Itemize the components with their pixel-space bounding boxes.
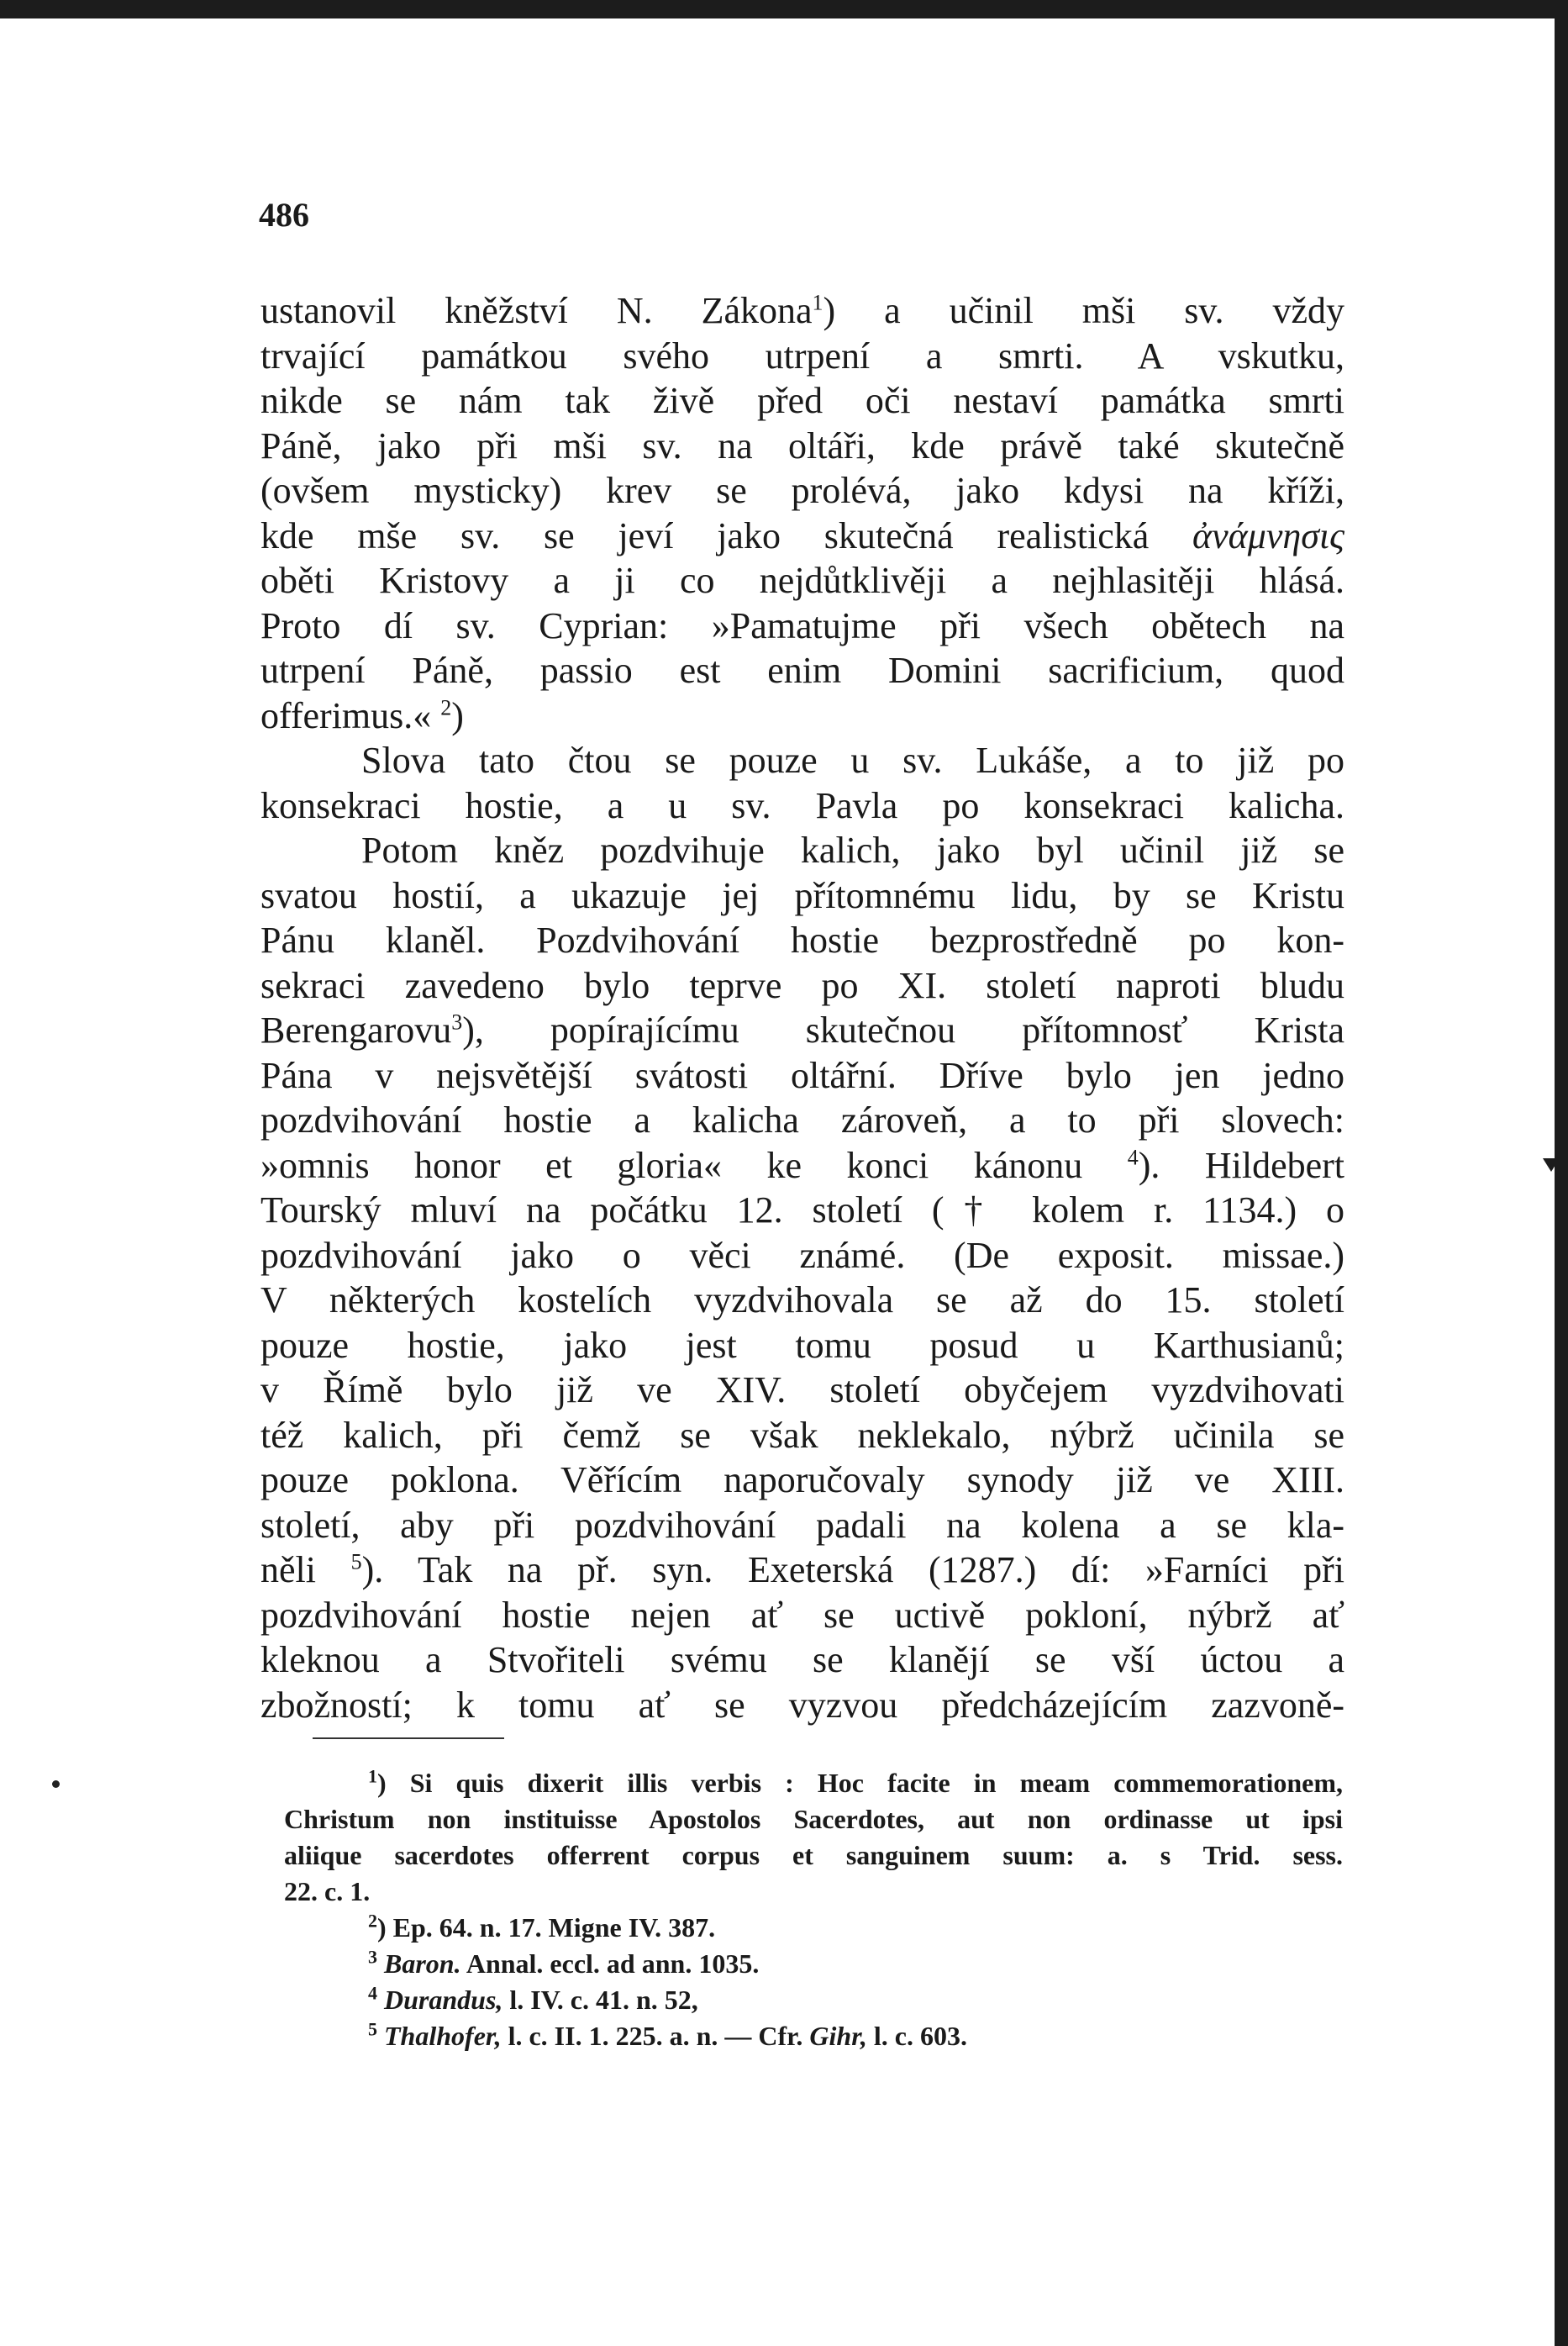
text-line: pouze poklona. Věřícím naporučovaly synody již ve XIII.	[260, 1459, 1344, 1500]
footnote-1-cont: Christum non instituisse Apostolos Sacerdotes, aut non ordinasse ut ipsi	[284, 1804, 1343, 1834]
footnote-ref[interactable]: 5	[350, 1549, 362, 1574]
text-line: Pánu klaněl. Pozdvihování hostie bezprostředně po kon-	[260, 920, 1344, 961]
text-line: Pána v nejsvětější svátosti oltářní. Dříve bylo jen jedno	[260, 1054, 1344, 1096]
text-line: kde mše sv. se jeví jako skutečná realistická ἀνάμνησις	[260, 514, 1344, 556]
footnote-4: $^4$ Durandus, l. IV. c. 41. n. 52,	[368, 1982, 698, 2015]
greek-word: ἀνάμνησις	[1192, 514, 1344, 556]
text-line: konsekraci hostie, a u sv. Pavla po konsekraci kalicha.	[260, 784, 1344, 826]
footnote-ref[interactable]: 1	[812, 290, 823, 315]
cited-author: Gihr,	[809, 2021, 867, 2051]
footnote-2: $^2$) Ep. 64. n. 17. Migne IV. 387.	[368, 1910, 716, 1943]
text-line: Slova tato čtou se pouze u sv. Lukáše, a to již po	[361, 740, 1344, 781]
text-line: svatou hostií, a ukazuje jej přítomnému lidu, by se Kristu	[260, 874, 1344, 916]
footnote-ref[interactable]: 2	[440, 694, 452, 720]
footnote-1: $^1$) Si quis dixerit illis verbis : Hoc facite in meam commemorationem,	[368, 1765, 1343, 1798]
cited-author: Thalhofer,	[384, 2021, 502, 2051]
text-line: V některých kostelích vyzdvihovala se až do 15. století	[260, 1279, 1344, 1321]
text-line: kleknou a Stvořiteli svému se klanějí se vší úctou a	[260, 1639, 1344, 1680]
text-line: utrpení Páně, passio est enim Domini sacrificium, quod	[260, 650, 1344, 691]
text-line: Potom kněz pozdvihuje kalich, jako byl učinil již se	[361, 830, 1344, 871]
footnotes	[284, 1765, 1343, 2054]
footnote-divider	[313, 1737, 504, 1739]
footnote-5: $^5$ Thalhofer, l. c. II. 1. 225. a. n. — Cfr. Gihr, l. c. 603.	[368, 2018, 967, 2051]
text-line: v Římě bylo již ve XIV. století obyčejem vyzdvihovati	[260, 1369, 1344, 1410]
body-text	[260, 288, 1344, 1727]
text-line: nikde se nám tak živě před oči nestaví památka smrti	[260, 380, 1344, 421]
footnote-ref[interactable]: 4	[1127, 1144, 1139, 1169]
text-line: Berengarovu$^3$), popírajícímu skutečnou přítomnosť Krista	[260, 1010, 1344, 1051]
text-line: pozdvihování hostie nejen ať se uctivě pokloní, nýbrž ať	[260, 1594, 1344, 1636]
text-line: offerimus.« $^2$)	[260, 694, 464, 736]
text-line: Páně, jako při mši sv. na oltáři, kde právě také skutečně	[260, 424, 1344, 467]
margin-arrow-mark	[1543, 1158, 1560, 1172]
text-line: sekraci zavedeno bylo teprve po XI. století naproti bludu	[260, 964, 1344, 1006]
text-line: století, aby při pozdvihování padali na kolena a se kla-	[260, 1504, 1344, 1546]
page-number: 486	[259, 196, 309, 234]
text-line: (ovšem mysticky) krev se prolévá, jako kdysi na kříži,	[260, 470, 1344, 511]
text-line: Tourský mluví na počátku 12. století († kolem r. 1134.) o	[260, 1189, 1344, 1231]
text-line: též kalich, při čemž se však neklekalo, nýbrž učinila se	[260, 1414, 1344, 1456]
text-line: zbožností; k tomu ať se vyzvou předcházejícím zazvoně-	[260, 1684, 1344, 1726]
footnote-3: $^3$ Baron. Annal. eccl. ad ann. 1035.	[368, 1946, 760, 1979]
footnote-1-cont: aliique sacerdotes offerrent corpus et sanguinem suum: a. s Trid. sess.	[284, 1840, 1343, 1870]
cited-author: Baron.	[384, 1948, 461, 1979]
footnote-ref[interactable]: 3	[451, 1010, 463, 1035]
text-line: »omnis honor et gloria« ke konci kánonu $^4$). Hildebert	[260, 1144, 1345, 1186]
text-line: pozdvihování hostie a kalicha zároveň, a to při slovech:	[260, 1099, 1344, 1141]
margin-dot-mark	[52, 1780, 60, 1788]
scan-edge-right	[1555, 0, 1568, 2346]
text-line: Proto dí sv. Cyprian: »Pamatujme při všech obětech na	[260, 604, 1344, 646]
cited-author: Durandus,	[384, 1985, 503, 2015]
text-line: pozdvihování jako o věci známé. (De exposit. missae.)	[260, 1234, 1344, 1276]
text-line: pouze hostie, jako jest tomu posud u Karthusianů;	[260, 1324, 1344, 1366]
text-line: oběti Kristovy a ji co nejdůtklivěji a nejhlasitěji hlásá.	[260, 560, 1344, 601]
text-line: trvající památkou svého utrpení a smrti. A vskutku,	[260, 335, 1344, 377]
text-line: něli $^5$). Tak na př. syn. Exeterská (1287.) dí: »Farníci při	[260, 1549, 1344, 1590]
text-line: ustanovil kněžství N. Zákona$^1$) a učinil mši sv. vždy	[260, 290, 1344, 331]
scan-edge-top	[0, 0, 1568, 18]
footnote-1-cont: 22. c. 1.	[284, 1876, 371, 1906]
